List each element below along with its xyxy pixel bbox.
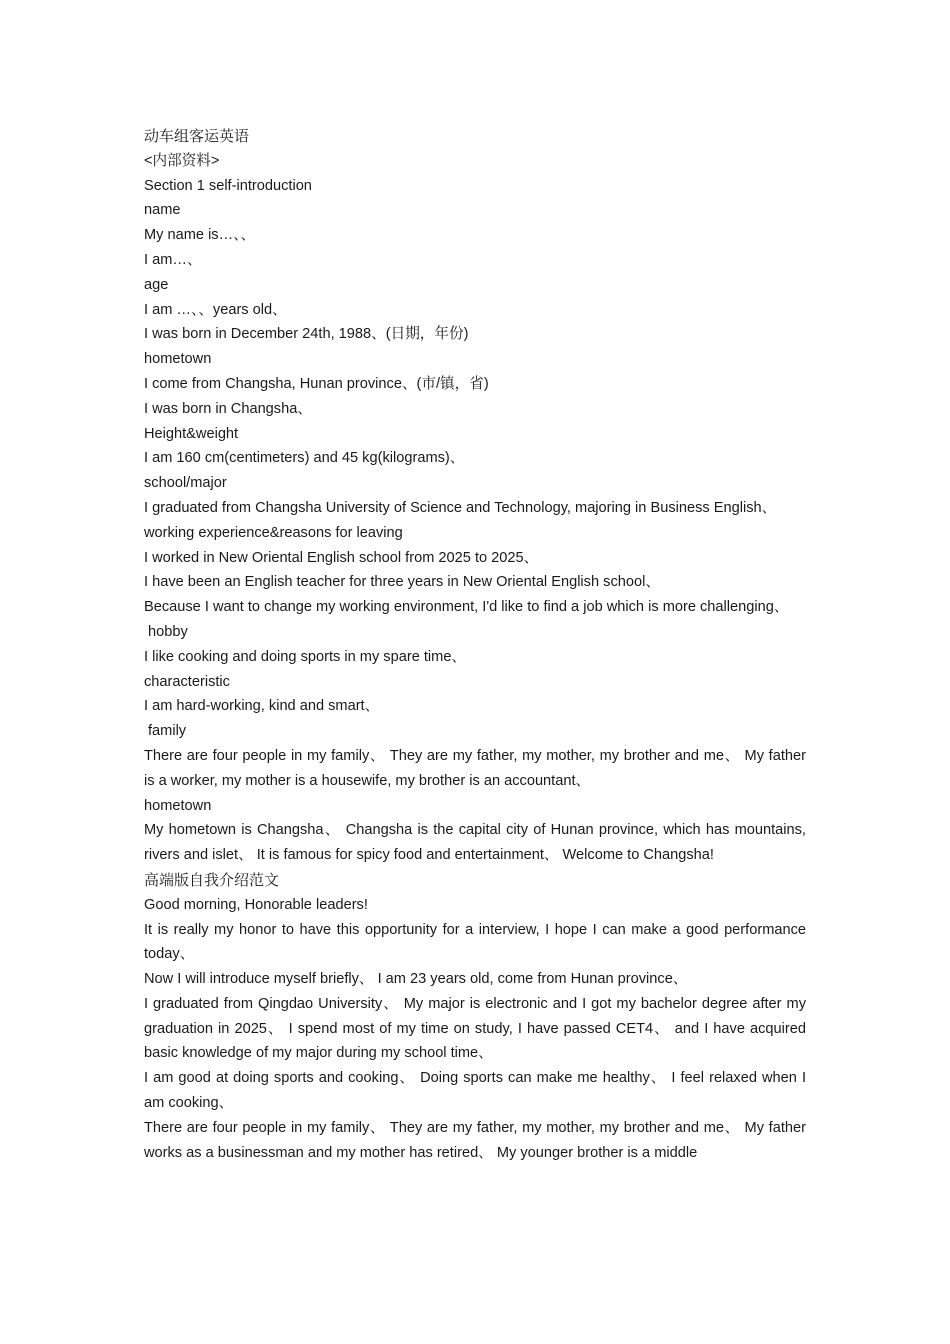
topic-working-experience: working experience&reasons for leaving xyxy=(144,524,403,541)
paragraph-family: There are four people in my family、 They are my father, my mother, my brother and me、 My father is a worker, my mother is a housewife, my brother is an accountant、 xyxy=(144,747,806,789)
intro-line: Now I will introduce myself briefly、 I am 23 years old, come from Hunan province、 xyxy=(144,971,688,988)
topic-school-major: school/major xyxy=(144,475,227,492)
text-line: I am hard-working, kind and smart、 xyxy=(144,698,380,715)
internal-note: <内部资料> xyxy=(144,152,220,169)
text-line: I am …、、years old、 xyxy=(144,301,287,318)
text-line: I have been an English teacher for three years in New Oriental English school、 xyxy=(144,574,660,591)
topic-hobby: hobby xyxy=(148,623,188,640)
text-line: I graduated from Changsha University of Science and Technology, majoring in Business English、 xyxy=(144,499,777,516)
text-line: My name is…、、 xyxy=(144,227,256,244)
text-line: I am…、 xyxy=(144,251,202,268)
paragraph-graduated: I graduated from Qingdao University、 My major is electronic and I got my bachelor degree after my graduation in 2025、 I spend most of my time on study, I have passed CET4、 and I have acquired basic knowledge of my major during my school time、 xyxy=(144,995,806,1062)
document-page xyxy=(144,124,806,1165)
text-line: I am 160 cm(centimeters) and 45 kg(kilograms)、 xyxy=(144,450,465,467)
text-line: I worked in New Oriental English school from 2025 to 2025、 xyxy=(144,549,539,566)
text-line: I like cooking and doing sports in my spare time、 xyxy=(144,648,467,665)
sample-title: 高端版自我介绍范文 xyxy=(144,870,280,889)
topic-age: age xyxy=(144,276,169,293)
text-line: I was born in December 24th, 1988、(日期，年份) xyxy=(144,326,469,343)
topic-height-weight: Height&weight xyxy=(144,425,239,442)
topic-characteristic: characteristic xyxy=(144,673,230,690)
paragraph-family-2: There are four people in my family、 They are my father, my mother, my brother and me、 My father works as a businessman and my mother has retired、 My younger brother is a middle xyxy=(144,1119,806,1161)
paragraph-honor: It is really my honor to have this opportunity for a interview, I hope I can make a good performance today、 xyxy=(144,921,806,963)
topic-name: name xyxy=(144,202,181,219)
paragraph-hometown: My hometown is Changsha、 Changsha is the capital city of Hunan province, which has mountains, rivers and islet、 It is famous for spicy food and entertainment、 Welcome to Changsha! xyxy=(144,822,806,864)
text-line: I come from Changsha, Hunan province、(市/镇，省) xyxy=(144,375,489,392)
greeting: Good morning, Honorable leaders! xyxy=(144,896,368,913)
document-title: 动车组客运英语 xyxy=(144,127,250,145)
paragraph-challenging: Because I want to change my working environment, I'd like to find a job which is more challenging、 xyxy=(144,599,789,616)
paragraph-sports: I am good at doing sports and cooking、 Doing sports can make me healthy、 I feel relaxed when I am cooking、 xyxy=(144,1070,806,1112)
text-line: I was born in Changsha、 xyxy=(144,400,312,417)
topic-hometown: hometown xyxy=(144,351,212,368)
topic-hometown-2: hometown xyxy=(144,797,212,814)
section-heading: Section 1 self-introduction xyxy=(144,177,312,194)
topic-family: family xyxy=(148,723,187,740)
